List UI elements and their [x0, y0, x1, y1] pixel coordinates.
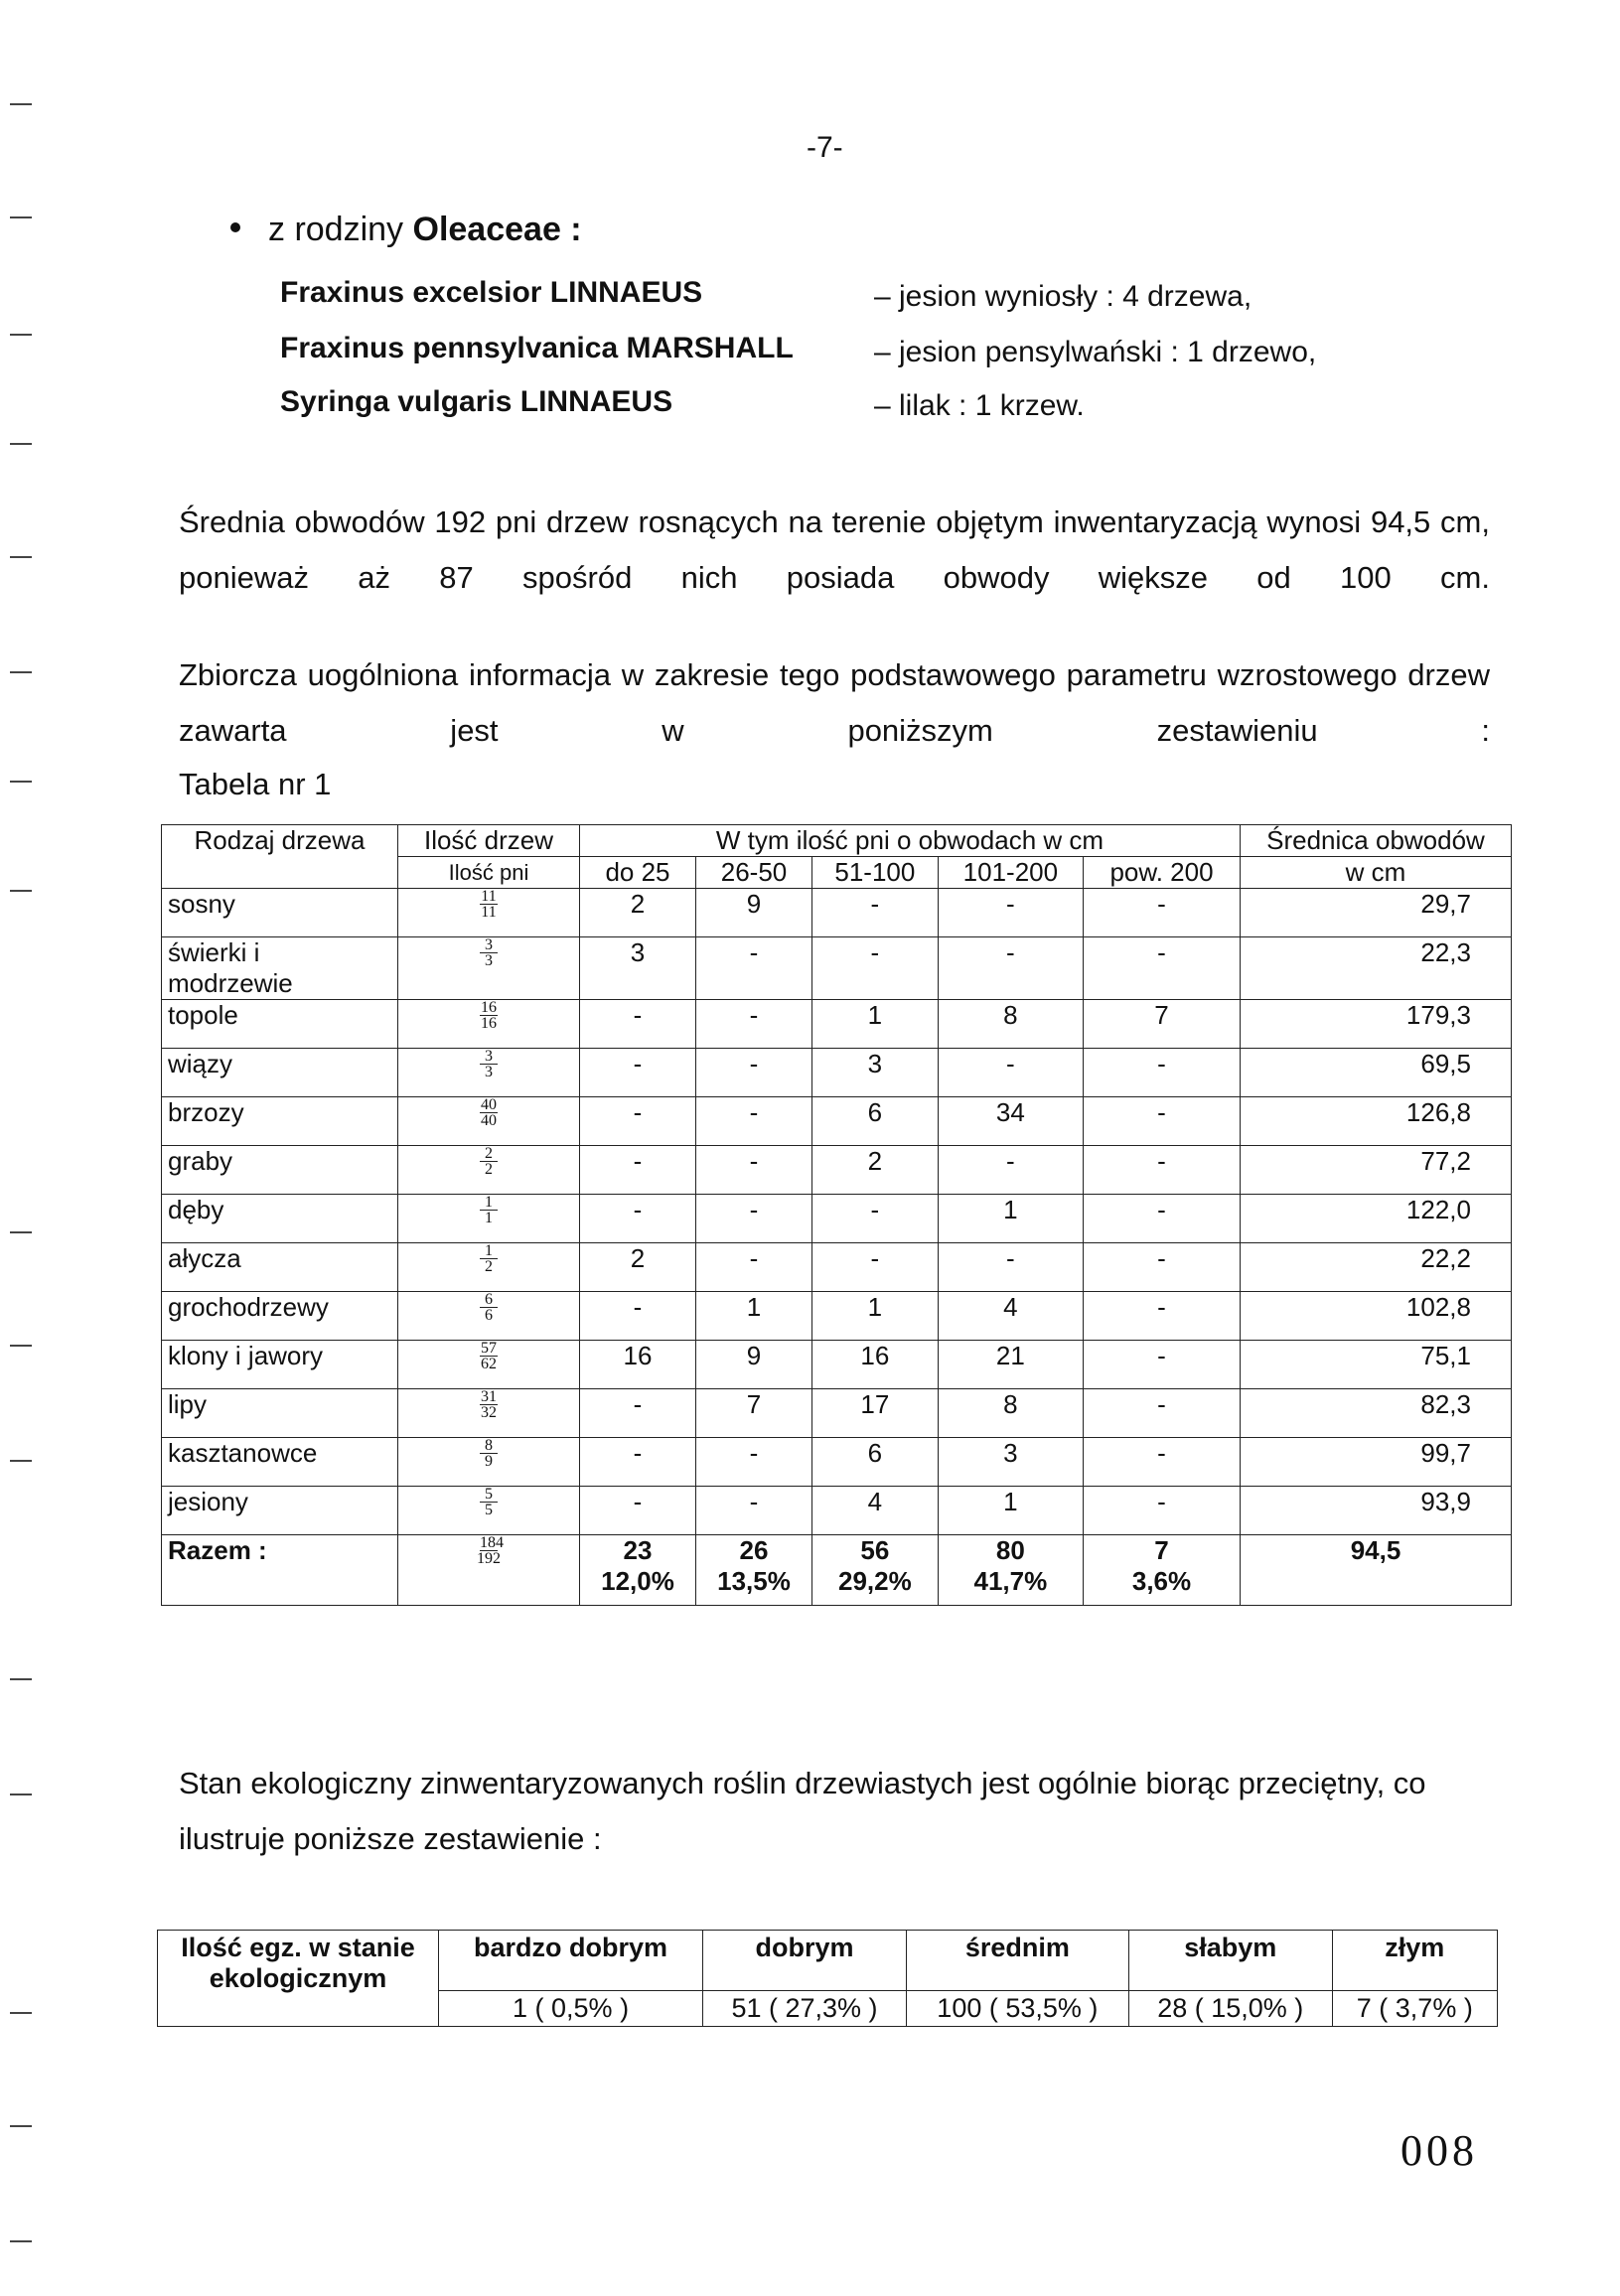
- tree-type: kasztanowce: [162, 1438, 398, 1487]
- avg-circumference: 126,8: [1241, 1097, 1512, 1146]
- range-count: -: [1084, 1243, 1241, 1292]
- tree-count: 3: [480, 1049, 498, 1065]
- paragraph-summary: Zbiorcza uogólniona informacja w zakresie tego podstawowego parametru wzrostowego drzew zawarta jest w poniższym zestawieniu :: [179, 657, 1490, 748]
- header-group: W tym ilość pni o obwodach w cm: [580, 825, 1241, 857]
- margin-mark: [10, 216, 32, 218]
- tree-count: 1: [480, 1195, 498, 1211]
- range-count: -: [1084, 1487, 1241, 1535]
- tree-ratio: [398, 937, 580, 1000]
- page-stamp: 008: [1400, 2126, 1478, 2175]
- table-row: [162, 1000, 1512, 1049]
- range-count: -: [696, 1438, 812, 1487]
- range-count: -: [696, 1146, 812, 1195]
- range-count: -: [580, 1000, 696, 1049]
- tree-type: wiązy: [162, 1049, 398, 1097]
- range-count: 2: [812, 1146, 939, 1195]
- tree-ratio: [398, 889, 580, 937]
- state-value: 28 ( 15,0% ): [1128, 1991, 1332, 2027]
- family-name: Oleaceae :: [412, 211, 582, 248]
- range-count: 2: [580, 1243, 696, 1292]
- total-value: 80: [995, 1535, 1025, 1565]
- range-count: 4: [938, 1292, 1083, 1341]
- bullet-icon: [230, 222, 240, 232]
- range-count: -: [696, 1487, 812, 1535]
- state-value: 1 ( 0,5% ): [439, 1991, 703, 2027]
- trunk-count: 62: [481, 1356, 497, 1372]
- table-row: [162, 1341, 1512, 1389]
- state-value: 51 ( 27,3% ): [703, 1991, 907, 2027]
- range-count: 2: [580, 889, 696, 937]
- tree-ratio: [398, 1146, 580, 1195]
- header-state: średnim: [906, 1931, 1128, 1991]
- total-pct: 29,2%: [838, 1566, 912, 1596]
- header-range: do 25: [580, 857, 696, 889]
- paragraph-average: Średnia obwodów 192 pni drzew rosnących na terenie objętym inwentaryzacją wynosi 94,5 cm, ponieważ aż 87 spośród nich posiada obwody większe od 100 cm.: [179, 504, 1490, 595]
- total-value: 7: [1154, 1535, 1169, 1565]
- species-desc: – lilak : 1 krzew.: [874, 389, 1085, 422]
- margin-mark: [10, 103, 32, 105]
- range-count: -: [938, 1146, 1083, 1195]
- range-count: -: [1084, 1438, 1241, 1487]
- range-count: -: [938, 1243, 1083, 1292]
- range-count: 1: [696, 1292, 812, 1341]
- tree-count: 40: [481, 1096, 497, 1113]
- range-count: -: [580, 1389, 696, 1438]
- range-count: -: [1084, 1389, 1241, 1438]
- trunk-count: 5: [485, 1502, 493, 1518]
- trunk-count: 1: [485, 1210, 493, 1226]
- range-count: 1: [812, 1292, 939, 1341]
- range-count: -: [812, 937, 939, 1000]
- header-trees: Ilość drzew: [398, 825, 580, 857]
- tree-count: 1: [480, 1243, 498, 1259]
- total-cell: [580, 1535, 696, 1606]
- tree-type: graby: [162, 1146, 398, 1195]
- range-count: -: [812, 1243, 939, 1292]
- margin-mark: [10, 2240, 32, 2242]
- tree-count: 6: [480, 1292, 498, 1308]
- range-count: 17: [812, 1389, 939, 1438]
- table-header-row: [162, 825, 1512, 857]
- range-count: 9: [696, 889, 812, 937]
- ecology-table: [157, 1930, 1498, 2027]
- range-count: -: [1084, 1097, 1241, 1146]
- header-state: słabym: [1128, 1931, 1332, 1991]
- trunk-count: 3: [485, 952, 493, 969]
- header-label: Ilość egz. w stanie ekologicznym: [158, 1931, 439, 2027]
- header-type: Rodzaj drzewa: [162, 825, 398, 889]
- table-row: [162, 1438, 1512, 1487]
- table1-caption: Tabela nr 1: [179, 767, 332, 801]
- range-count: -: [696, 1000, 812, 1049]
- range-count: -: [696, 1049, 812, 1097]
- header-range: pow. 200: [1084, 857, 1241, 889]
- tree-ratio: [398, 1195, 580, 1243]
- avg-circumference: 93,9: [1241, 1487, 1512, 1535]
- family-prefix: z rodziny: [268, 211, 413, 248]
- header-trunks: Ilość pni: [398, 857, 580, 889]
- avg-circumference: 102,8: [1241, 1292, 1512, 1341]
- range-count: -: [696, 1243, 812, 1292]
- tree-ratio: [398, 1487, 580, 1535]
- total-label: Razem :: [162, 1535, 398, 1606]
- range-count: -: [1084, 1195, 1241, 1243]
- total-pct: 13,5%: [717, 1566, 791, 1596]
- range-count: -: [812, 889, 939, 937]
- header-range: 101-200: [938, 857, 1083, 889]
- page-number: -7-: [807, 131, 843, 164]
- range-count: -: [696, 1195, 812, 1243]
- range-count: -: [1084, 1341, 1241, 1389]
- range-count: 3: [580, 937, 696, 1000]
- margin-mark: [10, 1678, 32, 1680]
- margin-mark: [10, 2012, 32, 2014]
- total-cell: [696, 1535, 812, 1606]
- trunk-count: 2: [485, 1161, 493, 1178]
- tree-ratio: [398, 1292, 580, 1341]
- table-row: [162, 1146, 1512, 1195]
- circumference-table: [161, 824, 1512, 1606]
- range-count: -: [580, 1097, 696, 1146]
- range-count: -: [812, 1195, 939, 1243]
- tree-type: świerki i modrzewie: [162, 937, 398, 1000]
- margin-mark: [10, 1794, 32, 1795]
- range-count: 34: [938, 1097, 1083, 1146]
- tree-type: brzozy: [162, 1097, 398, 1146]
- header-state: złym: [1332, 1931, 1497, 1991]
- total-trunks: 192: [477, 1550, 501, 1567]
- range-count: 7: [696, 1389, 812, 1438]
- range-count: -: [580, 1195, 696, 1243]
- range-count: 21: [938, 1341, 1083, 1389]
- tree-count: 16: [481, 999, 497, 1016]
- table-row: [162, 937, 1512, 1000]
- tree-ratio: [398, 1438, 580, 1487]
- tree-count: 8: [480, 1438, 498, 1454]
- range-count: 4: [812, 1487, 939, 1535]
- trunk-count: 6: [485, 1307, 493, 1324]
- range-count: 3: [938, 1438, 1083, 1487]
- species-desc: – jesion wyniosły : 4 drzewa,: [874, 280, 1252, 313]
- paragraph-ecology: Stan ekologiczny zinwentaryzowanych roślin drzewiastych jest ogólnie biorąc przeciętny, co ilustruje poniższe zestawienie :: [179, 1766, 1426, 1856]
- margin-mark: [10, 443, 32, 445]
- header-avg-unit: w cm: [1241, 857, 1512, 889]
- avg-circumference: 75,1: [1241, 1341, 1512, 1389]
- family-heading: [230, 211, 582, 249]
- total-trees: 184: [480, 1534, 504, 1551]
- header-range: 26-50: [696, 857, 812, 889]
- species-desc: – jesion pensylwański : 1 drzewo,: [874, 336, 1317, 368]
- table-row: [162, 1389, 1512, 1438]
- tree-type: topole: [162, 1000, 398, 1049]
- range-count: -: [1084, 889, 1241, 937]
- tree-count: 57: [481, 1340, 497, 1357]
- total-cell: [1084, 1535, 1241, 1606]
- table-total-row: [162, 1535, 1512, 1606]
- margin-mark: [10, 2125, 32, 2127]
- range-count: 6: [812, 1097, 939, 1146]
- margin-mark: [10, 556, 32, 558]
- tree-ratio: [398, 1000, 580, 1049]
- range-count: 8: [938, 1389, 1083, 1438]
- table-row: [162, 1292, 1512, 1341]
- tree-type: grochodrzewy: [162, 1292, 398, 1341]
- range-count: -: [1084, 1146, 1241, 1195]
- range-count: -: [696, 937, 812, 1000]
- table-row: [162, 1049, 1512, 1097]
- range-count: -: [1084, 937, 1241, 1000]
- avg-circumference: 22,3: [1241, 937, 1512, 1000]
- trunk-count: 32: [481, 1404, 497, 1421]
- margin-mark: [10, 334, 32, 336]
- avg-circumference: 82,3: [1241, 1389, 1512, 1438]
- range-count: 7: [1084, 1000, 1241, 1049]
- tree-ratio: [398, 1097, 580, 1146]
- table-row: [162, 889, 1512, 937]
- tree-type: lipy: [162, 1389, 398, 1438]
- range-count: -: [580, 1292, 696, 1341]
- range-count: 8: [938, 1000, 1083, 1049]
- header-state: dobrym: [703, 1931, 907, 1991]
- range-count: -: [696, 1097, 812, 1146]
- range-count: -: [938, 889, 1083, 937]
- tree-count: 5: [480, 1487, 498, 1503]
- total-pct: 12,0%: [601, 1566, 674, 1596]
- avg-circumference: 77,2: [1241, 1146, 1512, 1195]
- total-value: 23: [623, 1535, 653, 1565]
- avg-circumference: 122,0: [1241, 1195, 1512, 1243]
- total-avg: 94,5: [1241, 1535, 1512, 1606]
- range-count: 1: [938, 1195, 1083, 1243]
- range-count: 16: [812, 1341, 939, 1389]
- tree-ratio: [398, 1049, 580, 1097]
- tree-ratio: [398, 1243, 580, 1292]
- tree-type: jesiony: [162, 1487, 398, 1535]
- range-count: -: [1084, 1292, 1241, 1341]
- margin-mark: [10, 671, 32, 673]
- avg-circumference: 29,7: [1241, 889, 1512, 937]
- state-value: 100 ( 53,5% ): [906, 1991, 1128, 2027]
- tree-ratio: [398, 1341, 580, 1389]
- header-range: 51-100: [812, 857, 939, 889]
- range-count: -: [938, 1049, 1083, 1097]
- trunk-count: 40: [481, 1112, 497, 1129]
- table-header-row: [158, 1931, 1498, 1991]
- range-count: -: [580, 1438, 696, 1487]
- trunk-count: 11: [481, 904, 497, 921]
- total-ratio: [398, 1535, 580, 1606]
- table-row: [162, 1195, 1512, 1243]
- avg-circumference: 69,5: [1241, 1049, 1512, 1097]
- trunk-count: 2: [485, 1258, 493, 1275]
- total-value: 56: [860, 1535, 890, 1565]
- total-value: 26: [739, 1535, 769, 1565]
- state-value: 7 ( 3,7% ): [1332, 1991, 1497, 2027]
- table-body: [162, 889, 1512, 1535]
- range-count: -: [580, 1487, 696, 1535]
- tree-type: dęby: [162, 1195, 398, 1243]
- margin-mark: [10, 1231, 32, 1233]
- range-count: 1: [938, 1487, 1083, 1535]
- range-count: 3: [812, 1049, 939, 1097]
- range-count: -: [1084, 1049, 1241, 1097]
- total-pct: 3,6%: [1131, 1566, 1192, 1596]
- table-row: [162, 1097, 1512, 1146]
- tree-count: 3: [480, 937, 498, 953]
- header-state: bardzo dobrym: [439, 1931, 703, 1991]
- table-row: [162, 1487, 1512, 1535]
- tree-ratio: [398, 1389, 580, 1438]
- trunk-count: 16: [481, 1015, 497, 1032]
- tree-type: ałycza: [162, 1243, 398, 1292]
- trunk-count: 3: [485, 1064, 493, 1080]
- species-latin: Syringa vulgaris LINNAEUS: [280, 385, 673, 418]
- margin-mark: [10, 890, 32, 892]
- margin-mark: [10, 1460, 32, 1462]
- tree-count: 11: [481, 888, 497, 905]
- species-latin: Fraxinus pennsylvanica MARSHALL: [280, 332, 794, 364]
- avg-circumference: 22,2: [1241, 1243, 1512, 1292]
- range-count: -: [580, 1049, 696, 1097]
- total-cell: [812, 1535, 939, 1606]
- tree-type: sosny: [162, 889, 398, 937]
- margin-mark: [10, 781, 32, 783]
- tree-count: 2: [480, 1146, 498, 1162]
- avg-circumference: 179,3: [1241, 1000, 1512, 1049]
- range-count: 6: [812, 1438, 939, 1487]
- header-avg: Średnica obwodów: [1241, 825, 1512, 857]
- tree-type: klony i jawory: [162, 1341, 398, 1389]
- range-count: 1: [812, 1000, 939, 1049]
- tree-count: 31: [481, 1388, 497, 1405]
- range-count: -: [938, 937, 1083, 1000]
- margin-mark: [10, 1345, 32, 1347]
- range-count: -: [580, 1146, 696, 1195]
- range-count: 9: [696, 1341, 812, 1389]
- range-count: 16: [580, 1341, 696, 1389]
- species-latin: Fraxinus excelsior LINNAEUS: [280, 276, 703, 309]
- table-row: [162, 1243, 1512, 1292]
- total-cell: [938, 1535, 1083, 1606]
- trunk-count: 9: [485, 1453, 493, 1470]
- avg-circumference: 99,7: [1241, 1438, 1512, 1487]
- total-pct: 41,7%: [973, 1566, 1048, 1596]
